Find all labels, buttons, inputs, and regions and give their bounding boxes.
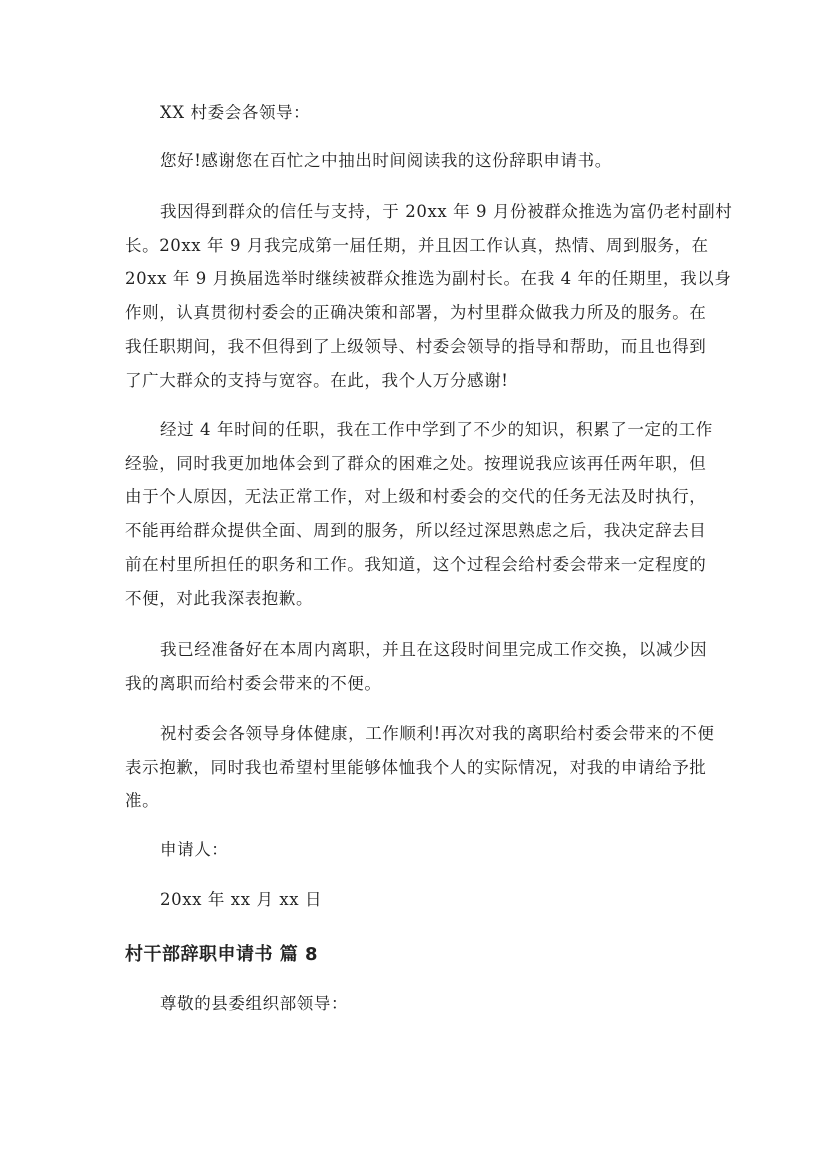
section-heading: 村干部辞职申请书 篇 8 — [125, 944, 319, 965]
greeting-block — [125, 144, 725, 178]
text-line: 我因得到群众的信任与支持，于 20xx 年 9 月份被群众推选为富仍老村副村 — [160, 202, 733, 221]
text-line: 不能再给群众提供全面、周到的服务，所以经过深思熟虑之后，我决定辞去目 — [125, 521, 707, 541]
text-line: 前在村里所担任的职务和工作。我知道，这个过程会给村委会带来一定程度的 — [125, 554, 707, 574]
applicant-label: 申请人： — [160, 840, 229, 859]
greeting: 您好!感谢您在百忙之中抽出时间阅读我的这份辞职申请书。 — [160, 151, 612, 170]
paragraph-2 — [125, 413, 725, 615]
text-line: 经验，同时我更加地体会到了群众的困难之处。按理说我应该再任两年职，但 — [125, 453, 707, 473]
text-line: 祝村委会各领导身体健康，工作顺利!再次对我的离职给村委会带来的不便 — [160, 724, 715, 743]
text-line: 我的离职而给村委会带来的不便。 — [125, 673, 382, 693]
next-salutation-block — [125, 987, 725, 1021]
text-line: 准。 — [125, 791, 160, 811]
text-line: 经过 4 年时间的任职，我在工作中学到了不少的知识，积累了一定的工作 — [160, 420, 713, 439]
text-line: 不便，对此我深表抱歉。 — [125, 588, 314, 608]
date: 20xx 年 xx 月 xx 日 — [160, 890, 323, 909]
applicant-block — [125, 833, 725, 867]
text-line: 长。20xx 年 9 月我完成第一届任期，并且因工作认真，热情、周到服务，在 — [125, 235, 709, 255]
text-line: 了广大群众的支持与宽容。在此，我个人万分感谢! — [125, 370, 509, 390]
salutation: XX 村委会各领导： — [160, 103, 311, 122]
next-salutation: 尊敬的县委组织部领导： — [160, 994, 349, 1013]
paragraph-4 — [125, 717, 725, 818]
text-line: 作则，认真贯彻村委会的正确决策和部署，为村里群众做我力所及的服务。在 — [125, 303, 707, 323]
text-line: 我已经准备好在本周内离职，并且在这段时间里完成工作交换，以减少因 — [160, 640, 708, 659]
salutation-block — [125, 96, 725, 130]
paragraph-3 — [125, 633, 725, 700]
paragraph-1 — [125, 195, 733, 397]
text-line: 我任职期间，我不但得到了上级领导、村委会领导的指导和帮助，而且也得到 — [125, 336, 707, 356]
text-line: 表示抱歉，同时我也希望村里能够体恤我个人的实际情况，对我的申请给予批 — [125, 757, 707, 777]
date-block — [125, 883, 725, 917]
text-line: 20xx 年 9 月换届选举时继续被群众推选为副村长。在我 4 年的任期里，我以身 — [125, 269, 732, 289]
text-line: 由于个人原因，无法正常工作，对上级和村委会的交代的任务无法及时执行， — [125, 487, 707, 507]
